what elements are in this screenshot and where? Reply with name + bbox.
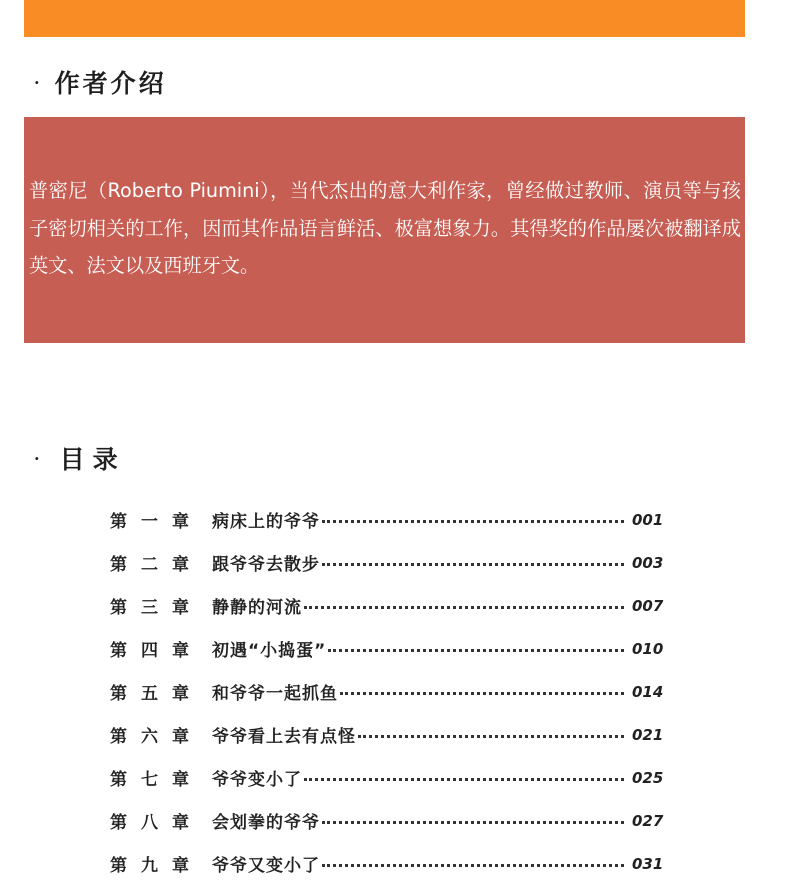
toc-chapter-title: 爷爷变小了 [212, 770, 302, 790]
toc-chapter-title: 爷爷看上去有点怪 [212, 727, 356, 747]
toc-page-number: 001 [632, 510, 664, 529]
toc-heading-text: 目录 [59, 445, 126, 474]
toc-page-number: 031 [632, 854, 664, 873]
toc-entry[interactable] [110, 584, 670, 627]
toc-chapter-title: 初遇“小捣蛋” [212, 641, 327, 661]
toc-page-number: 027 [632, 811, 664, 830]
toc-page-number: 007 [632, 596, 664, 615]
toc-page-number: 021 [632, 725, 664, 744]
toc-entry[interactable] [110, 627, 670, 670]
toc-chapter-number: 第七章 [110, 770, 203, 790]
toc-chapter-title: 爷爷又变小了 [212, 856, 320, 876]
toc-page-number: 003 [632, 553, 664, 572]
toc-chapter-number: 第四章 [110, 641, 203, 661]
table-of-contents [110, 498, 670, 885]
toc-leader-dots [358, 735, 624, 738]
toc-chapter-title: 病床上的爷爷 [212, 512, 320, 532]
toc-section-heading [34, 440, 126, 476]
toc-entry[interactable] [110, 670, 670, 713]
toc-leader-dots [322, 520, 624, 523]
top-banner-bar [24, 0, 745, 37]
toc-chapter-number: 第九章 [110, 856, 203, 876]
heading-bullet: · [34, 72, 43, 92]
toc-leader-dots [304, 606, 624, 609]
toc-entry[interactable] [110, 799, 670, 842]
toc-leader-dots [328, 649, 624, 652]
toc-page-number: 014 [632, 682, 664, 701]
toc-chapter-number: 第二章 [110, 555, 203, 575]
toc-chapter-number: 第一章 [110, 512, 203, 532]
toc-leader-dots [340, 692, 624, 695]
toc-leader-dots [322, 821, 624, 824]
toc-leader-dots [304, 778, 624, 781]
toc-chapter-title: 静静的河流 [212, 598, 302, 618]
author-section-heading [34, 64, 167, 100]
toc-entry[interactable] [110, 713, 670, 756]
toc-entry[interactable] [110, 541, 670, 584]
author-intro-paragraph: 普密尼（Roberto Piumini），当代杰出的意大利作家，曾经做过教师、演员等与孩子密切相关的工作，因而其作品语言鲜活、极富想象力。其得奖的作品屡次被翻译成英文、法文以及西班牙文。 [29, 179, 741, 277]
toc-chapter-number: 第三章 [110, 598, 203, 618]
toc-chapter-number: 第六章 [110, 727, 203, 747]
toc-chapter-number: 第五章 [110, 684, 203, 704]
toc-chapter-number: 第八章 [110, 813, 203, 833]
toc-chapter-title: 跟爷爷去散步 [212, 555, 320, 575]
author-intro-box [24, 117, 745, 343]
heading-bullet: · [34, 448, 48, 468]
toc-entry[interactable] [110, 756, 670, 799]
toc-entry[interactable] [110, 842, 670, 885]
toc-entry[interactable] [110, 498, 670, 541]
toc-page-number: 010 [632, 639, 664, 658]
toc-chapter-title: 和爷爷一起抓鱼 [212, 684, 338, 704]
author-heading-text: 作者介绍 [54, 69, 167, 98]
toc-leader-dots [322, 864, 624, 867]
toc-page-number: 025 [632, 768, 664, 787]
toc-chapter-title: 会划拳的爷爷 [212, 813, 320, 833]
toc-leader-dots [322, 563, 624, 566]
